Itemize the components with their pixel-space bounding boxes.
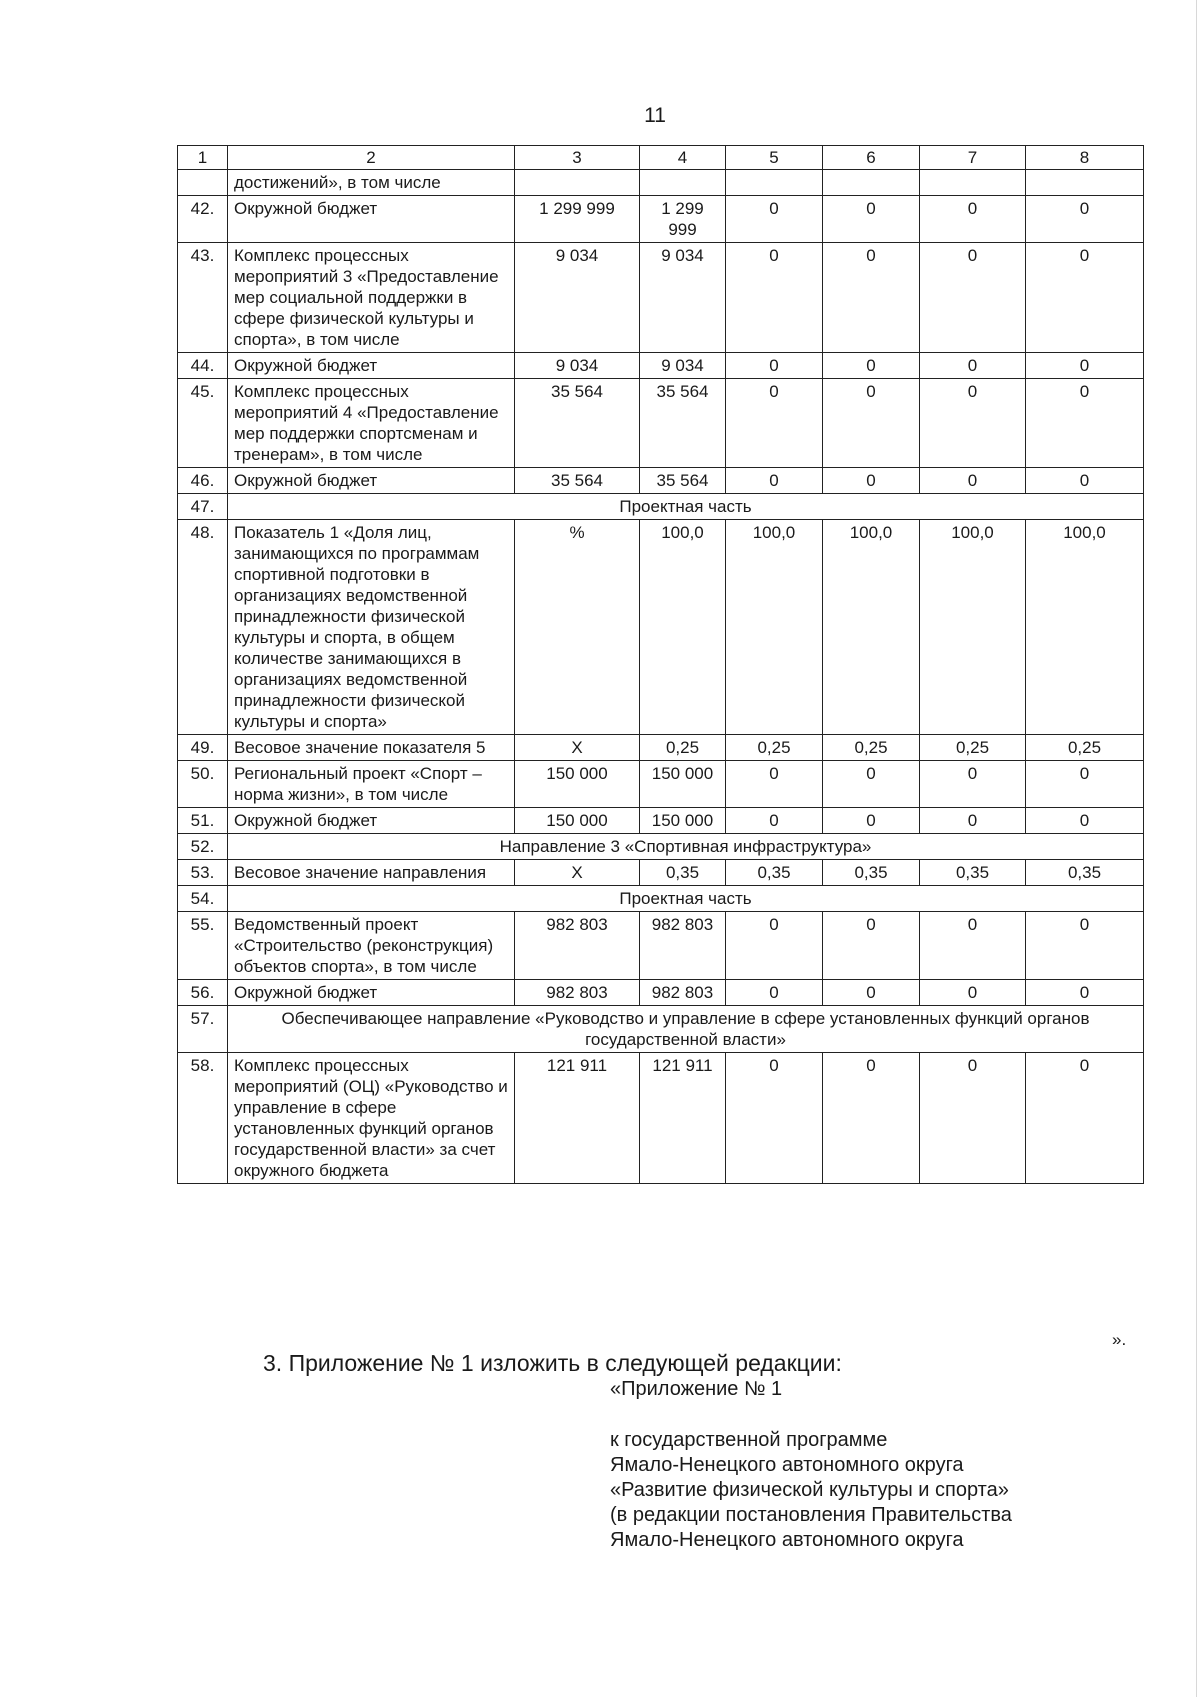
table-row — [178, 468, 1144, 494]
table-row — [178, 761, 1144, 808]
table-row — [178, 379, 1144, 468]
appendix-line: к государственной программе — [610, 1429, 888, 1451]
row-number: 53. — [178, 860, 228, 886]
row-value: 0 — [823, 761, 920, 808]
row-value: 0,25 — [1026, 735, 1144, 761]
row-value: 0,35 — [1026, 860, 1144, 886]
row-value: 0 — [823, 468, 920, 494]
row-value: 0 — [1026, 1053, 1144, 1184]
row-number: 42. — [178, 196, 228, 243]
row-value: 0 — [1026, 980, 1144, 1006]
row-value: % — [515, 520, 640, 735]
row-value: 0,25 — [640, 735, 726, 761]
row-name: Окружной бюджет — [228, 468, 515, 494]
row-value: 0 — [726, 468, 823, 494]
row-value: 150 000 — [640, 808, 726, 834]
table-row — [178, 886, 1144, 912]
row-value: 0 — [920, 353, 1026, 379]
table-row — [178, 494, 1144, 520]
row-value: 0 — [1026, 379, 1144, 468]
row-name: Весовое значение направления — [228, 860, 515, 886]
row-value: 0 — [1026, 761, 1144, 808]
row-value: 0 — [726, 912, 823, 980]
row-value: X — [515, 735, 640, 761]
row-number: 45. — [178, 379, 228, 468]
row-number: 55. — [178, 912, 228, 980]
row-value: 0,35 — [920, 860, 1026, 886]
row-value: 1 299 999 — [640, 196, 726, 243]
row-value: 9 034 — [515, 243, 640, 353]
row-value: 0,25 — [920, 735, 1026, 761]
row-name: Комплекс процессных мероприятий 4 «Предоставление мер поддержки спортсменам и тренерам», в том числе — [228, 379, 515, 468]
row-value: 0 — [823, 379, 920, 468]
row-value — [726, 170, 823, 196]
column-header: 8 — [1026, 146, 1144, 170]
row-value: 982 803 — [515, 912, 640, 980]
row-value: 121 911 — [640, 1053, 726, 1184]
table-row — [178, 808, 1144, 834]
row-value: 982 803 — [640, 980, 726, 1006]
row-value: 1 299 999 — [515, 196, 640, 243]
row-value: 150 000 — [515, 808, 640, 834]
row-number: 57. — [178, 1006, 228, 1053]
row-name: Окружной бюджет — [228, 980, 515, 1006]
table-row — [178, 860, 1144, 886]
table-row — [178, 520, 1144, 735]
row-value: 0 — [726, 980, 823, 1006]
row-value: 100,0 — [920, 520, 1026, 735]
page-number: 11 — [644, 104, 666, 127]
row-value: 0 — [726, 353, 823, 379]
row-number: 44. — [178, 353, 228, 379]
row-value: 0 — [920, 468, 1026, 494]
row-name: Комплекс процессных мероприятий (ОЦ) «Руководство и управление в сфере установленных функций органов государственной власти» за счет окружного бюджета — [228, 1053, 515, 1184]
row-name: Региональный проект «Спорт – норма жизни», в том числе — [228, 761, 515, 808]
row-value: 121 911 — [515, 1053, 640, 1184]
row-number: 48. — [178, 520, 228, 735]
row-number: 43. — [178, 243, 228, 353]
row-value: 0 — [823, 196, 920, 243]
row-value — [515, 170, 640, 196]
row-number: 46. — [178, 468, 228, 494]
row-number: 49. — [178, 735, 228, 761]
table-row — [178, 1006, 1144, 1053]
row-value: 0 — [823, 353, 920, 379]
column-header: 3 — [515, 146, 640, 170]
appendix-line: (в редакции постановления Правительства — [610, 1504, 1012, 1526]
row-value: 0,25 — [823, 735, 920, 761]
table-row — [178, 834, 1144, 860]
row-number: 47. — [178, 494, 228, 520]
appendix-line: Ямало-Ненецкого автономного округа — [610, 1529, 964, 1551]
row-value: 9 034 — [640, 353, 726, 379]
table-row — [178, 912, 1144, 980]
table-row — [178, 353, 1144, 379]
column-header: 2 — [228, 146, 515, 170]
row-value: 0 — [920, 761, 1026, 808]
row-value: 0 — [726, 196, 823, 243]
closing-quote: ». — [1112, 1330, 1127, 1349]
appendix-title: «Приложение № 1 — [610, 1378, 783, 1400]
row-number: 50. — [178, 761, 228, 808]
row-value: 0 — [920, 912, 1026, 980]
section-heading: Проектная часть — [228, 494, 1144, 520]
row-value: 0 — [823, 1053, 920, 1184]
row-number — [178, 170, 228, 196]
row-value: X — [515, 860, 640, 886]
item-3-instruction: 3. Приложение № 1 изложить в следующей редакции: — [263, 1350, 842, 1376]
row-value: 35 564 — [515, 379, 640, 468]
appendix-line: Ямало-Ненецкого автономного округа — [610, 1454, 964, 1476]
table-row — [178, 735, 1144, 761]
table-header-row — [178, 146, 1144, 170]
row-value: 0 — [823, 808, 920, 834]
row-name: Окружной бюджет — [228, 353, 515, 379]
row-value: 0 — [726, 379, 823, 468]
row-number: 52. — [178, 834, 228, 860]
appendix-line: «Развитие физической культуры и спорта» — [610, 1479, 1009, 1501]
row-name: Окружной бюджет — [228, 808, 515, 834]
table-row — [178, 243, 1144, 353]
row-value: 0 — [823, 980, 920, 1006]
table-row — [178, 980, 1144, 1006]
column-header: 4 — [640, 146, 726, 170]
row-value: 0 — [726, 761, 823, 808]
table-row — [178, 196, 1144, 243]
row-value: 0,35 — [726, 860, 823, 886]
row-value: 150 000 — [640, 761, 726, 808]
row-value: 0 — [823, 243, 920, 353]
row-value: 0 — [1026, 468, 1144, 494]
row-value: 0 — [920, 980, 1026, 1006]
page-edge-line — [1196, 0, 1197, 1697]
row-name: достижений», в том числе — [228, 170, 515, 196]
row-value: 100,0 — [1026, 520, 1144, 735]
table-row — [178, 170, 1144, 196]
row-value: 0 — [920, 243, 1026, 353]
column-header: 1 — [178, 146, 228, 170]
row-value: 0 — [726, 243, 823, 353]
row-value: 0 — [920, 808, 1026, 834]
row-value: 0,35 — [640, 860, 726, 886]
row-name: Весовое значение показателя 5 — [228, 735, 515, 761]
row-number: 58. — [178, 1053, 228, 1184]
row-value: 0 — [823, 912, 920, 980]
row-value: 35 564 — [640, 379, 726, 468]
appendix-reference — [610, 1428, 1012, 1553]
row-value: 9 034 — [515, 353, 640, 379]
row-name: Ведомственный проект «Строительство (реконструкция) объектов спорта», в том числе — [228, 912, 515, 980]
row-value: 0 — [726, 808, 823, 834]
row-value: 35 564 — [515, 468, 640, 494]
row-name: Окружной бюджет — [228, 196, 515, 243]
section-heading: Проектная часть — [228, 886, 1144, 912]
row-value: 982 803 — [640, 912, 726, 980]
row-value: 100,0 — [726, 520, 823, 735]
row-name: Показатель 1 «Доля лиц, занимающихся по программам спортивной подготовки в организациях ведомственной принадлежности физической культуры и спорта, в общем количестве занимающихся в организациях ведомственной принадлежности физической культуры и спорта» — [228, 520, 515, 735]
row-value: 0 — [1026, 353, 1144, 379]
row-value — [640, 170, 726, 196]
section-heading: Обеспечивающее направление «Руководство и управление в сфере установленных функций органов государственной власти» — [228, 1006, 1144, 1053]
row-value: 0 — [920, 196, 1026, 243]
row-number: 56. — [178, 980, 228, 1006]
row-value: 0 — [1026, 912, 1144, 980]
row-value: 100,0 — [823, 520, 920, 735]
row-value: 150 000 — [515, 761, 640, 808]
row-value: 0 — [1026, 243, 1144, 353]
row-number: 54. — [178, 886, 228, 912]
row-name: Комплекс процессных мероприятий 3 «Предоставление мер социальной поддержки в сфере физической культуры и спорта», в том числе — [228, 243, 515, 353]
column-header: 5 — [726, 146, 823, 170]
row-value: 0 — [726, 1053, 823, 1184]
row-value: 35 564 — [640, 468, 726, 494]
column-header: 6 — [823, 146, 920, 170]
row-value: 0 — [920, 1053, 1026, 1184]
budget-table — [177, 145, 1144, 1184]
row-value: 0 — [1026, 808, 1144, 834]
row-value: 9 034 — [640, 243, 726, 353]
row-value — [1026, 170, 1144, 196]
row-value: 982 803 — [515, 980, 640, 1006]
row-value — [823, 170, 920, 196]
column-header: 7 — [920, 146, 1026, 170]
row-number: 51. — [178, 808, 228, 834]
table-row — [178, 1053, 1144, 1184]
row-value: 0,25 — [726, 735, 823, 761]
row-value: 0 — [920, 379, 1026, 468]
row-value: 0 — [1026, 196, 1144, 243]
row-value: 100,0 — [640, 520, 726, 735]
row-value — [920, 170, 1026, 196]
row-value: 0,35 — [823, 860, 920, 886]
section-heading: Направление 3 «Спортивная инфраструктура» — [228, 834, 1144, 860]
